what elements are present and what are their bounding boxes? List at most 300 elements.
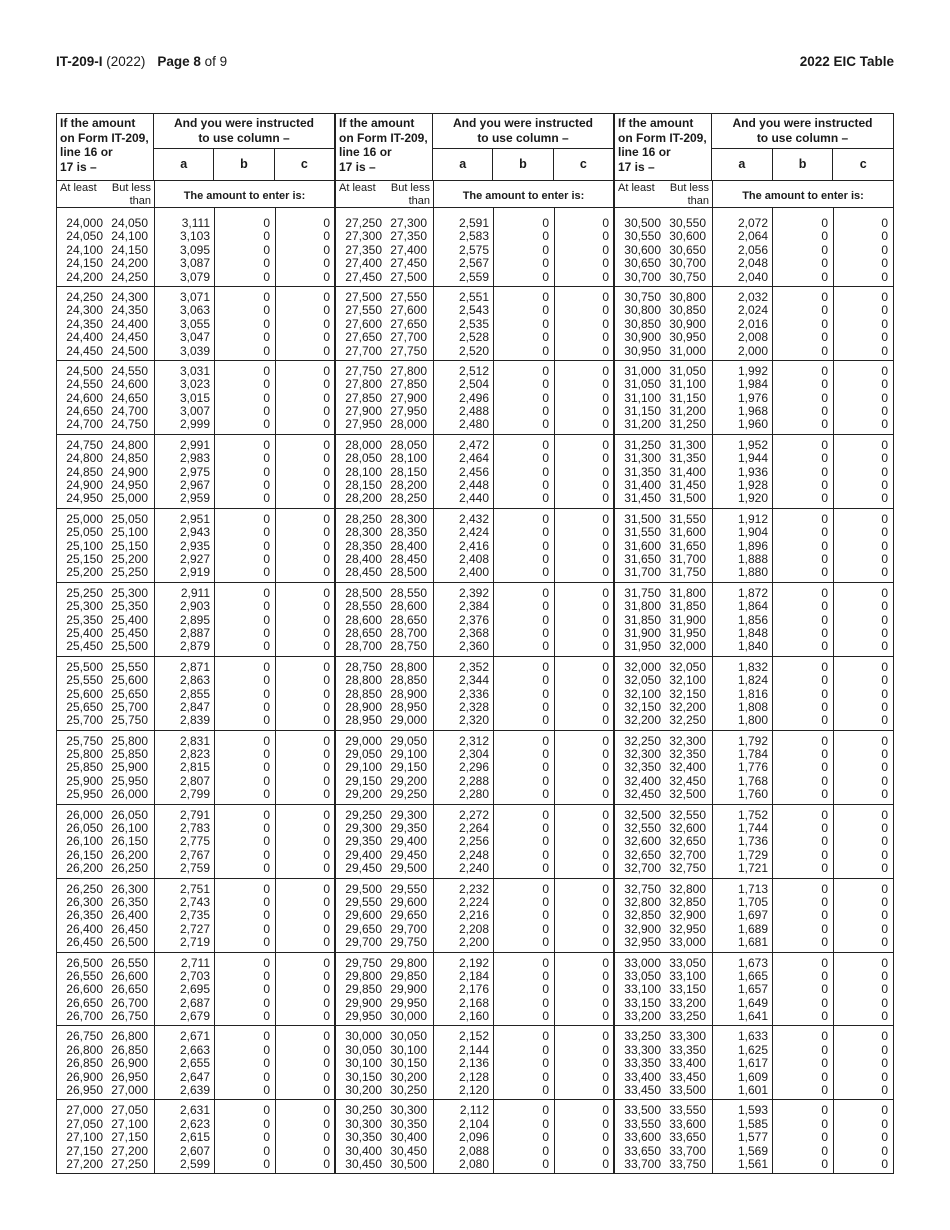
row-group <box>336 1026 613 1100</box>
column-b-cell: 0 <box>542 921 549 936</box>
but-less-than-cell: 30,650 <box>669 242 706 257</box>
but-less-than-cell: 30,750 <box>669 269 706 284</box>
column-a-cell: 2,663 <box>179 1042 210 1057</box>
column-b-cell: 0 <box>821 437 828 452</box>
column-a-cell: 2,336 <box>458 686 489 701</box>
column-a-cell: 2,392 <box>458 585 489 600</box>
but-less-than-cell: 30,300 <box>390 1103 427 1118</box>
at-least-cell: 30,550 <box>624 229 661 244</box>
table-row <box>57 304 334 317</box>
table-row <box>615 418 893 431</box>
row-group <box>57 361 334 435</box>
column-b-cell: 0 <box>263 491 270 506</box>
table-row <box>57 627 334 640</box>
column-a-cell: 2,839 <box>179 713 210 728</box>
column-b-cell: 0 <box>542 639 549 654</box>
column-a-cell: 3,071 <box>179 289 210 304</box>
column-a-cell: 1,856 <box>737 612 768 627</box>
column-b-cell: 0 <box>821 330 828 345</box>
table-row <box>57 997 334 1010</box>
at-least-cell: 26,150 <box>66 847 103 862</box>
column-a-cell: 2,855 <box>179 686 210 701</box>
but-less-than-cell: 27,750 <box>390 343 427 358</box>
if-amount-header: If the amount on Form IT-209, line 16 or 17 is – <box>336 114 433 180</box>
at-least-cell: 29,900 <box>345 995 382 1010</box>
column-c-cell: 0 <box>323 659 330 674</box>
column-b-cell: 0 <box>542 242 549 257</box>
but-less-than-cell: 29,600 <box>390 894 427 909</box>
but-less-than-cell: 32,050 <box>669 659 706 674</box>
column-b-cell: 0 <box>542 968 549 983</box>
column-b-cell: 0 <box>542 585 549 600</box>
at-least-cell: 24,800 <box>66 451 103 466</box>
but-less-than-cell: 33,350 <box>669 1042 706 1057</box>
but-less-than-cell: 26,600 <box>111 968 148 983</box>
but-less-than-cell: 25,500 <box>111 639 148 654</box>
column-c-cell: 0 <box>323 982 330 997</box>
column-a-cell: 2,016 <box>737 316 768 331</box>
column-a-cell: 1,888 <box>737 551 768 566</box>
at-least-cell: 27,600 <box>345 316 382 331</box>
column-c-cell: 0 <box>881 242 888 257</box>
column-b-cell: 0 <box>821 478 828 493</box>
but-less-than-cell: 29,850 <box>390 968 427 983</box>
column-c-cell: 0 <box>323 733 330 748</box>
but-less-than-cell: 24,900 <box>111 464 148 479</box>
at-least-cell: 30,000 <box>345 1029 382 1044</box>
table-row <box>615 835 893 848</box>
column-c-cell: 0 <box>602 861 609 876</box>
but-less-than-label: But less than <box>669 182 709 207</box>
at-least-cell: 27,150 <box>66 1143 103 1158</box>
table-panel-1 <box>57 114 336 1173</box>
column-divider <box>154 208 155 1173</box>
column-c-cell: 0 <box>881 935 888 950</box>
column-a-cell: 2,799 <box>179 787 210 802</box>
table-row <box>57 862 334 875</box>
at-least-cell: 32,300 <box>624 747 661 762</box>
but-less-than-cell: 33,650 <box>669 1130 706 1145</box>
but-less-than-cell: 29,000 <box>390 713 427 728</box>
column-c-cell: 0 <box>323 747 330 762</box>
but-less-than-cell: 27,450 <box>390 256 427 271</box>
column-a-cell: 2,064 <box>737 229 768 244</box>
but-less-than-cell: 28,050 <box>390 437 427 452</box>
at-least-cell: 29,200 <box>345 787 382 802</box>
but-less-than-cell: 28,700 <box>390 625 427 640</box>
column-a-cell: 2,080 <box>458 1157 489 1171</box>
but-less-than-cell: 29,350 <box>390 821 427 836</box>
at-least-cell: 28,500 <box>345 585 382 600</box>
column-b-cell: 0 <box>821 639 828 654</box>
column-a-cell: 1,665 <box>737 968 768 983</box>
but-less-than-cell: 26,950 <box>111 1069 148 1084</box>
column-c-cell: 0 <box>881 908 888 923</box>
column-a-cell: 3,039 <box>179 343 210 358</box>
at-least-cell: 30,250 <box>345 1103 382 1118</box>
column-c-cell: 0 <box>323 760 330 775</box>
column-b-cell: 0 <box>542 464 549 479</box>
column-b-cell: 0 <box>263 659 270 674</box>
column-a-cell: 2,288 <box>458 773 489 788</box>
table-row <box>615 761 893 774</box>
table-row <box>336 1071 613 1084</box>
column-b-cell: 0 <box>263 612 270 627</box>
but-less-than-cell: 24,500 <box>111 343 148 358</box>
but-less-than-cell: 25,900 <box>111 760 148 775</box>
but-less-than-cell: 28,550 <box>390 585 427 600</box>
column-a-cell: 2,623 <box>179 1116 210 1131</box>
column-c-cell: 0 <box>323 625 330 640</box>
table-row <box>336 1030 613 1043</box>
but-less-than-cell: 26,850 <box>111 1042 148 1057</box>
table-row <box>615 540 893 553</box>
at-least-cell: 31,650 <box>624 551 661 566</box>
column-c-cell: 0 <box>323 881 330 896</box>
at-least-cell: 31,550 <box>624 525 661 540</box>
column-c-cell: 0 <box>881 229 888 244</box>
column-c-cell: 0 <box>602 847 609 862</box>
column-b-cell: 0 <box>263 390 270 405</box>
column-b-cell: 0 <box>821 834 828 849</box>
column-c-cell: 0 <box>602 1069 609 1084</box>
at-least-cell: 29,400 <box>345 847 382 862</box>
table-row <box>336 714 613 727</box>
column-b-cell: 0 <box>263 599 270 614</box>
column-b-cell: 0 <box>821 417 828 432</box>
column-b-cell: 0 <box>263 538 270 553</box>
column-b-cell: 0 <box>542 995 549 1010</box>
at-least-cell: 27,300 <box>345 229 382 244</box>
row-group <box>615 805 893 879</box>
table-row <box>57 439 334 452</box>
column-c-cell: 0 <box>602 316 609 331</box>
column-c-cell: 0 <box>602 612 609 627</box>
table-row <box>57 217 334 230</box>
column-c-cell: 0 <box>602 659 609 674</box>
column-c-cell: 0 <box>323 330 330 345</box>
but-less-than-cell: 33,100 <box>669 968 706 983</box>
at-least-cell: 32,050 <box>624 673 661 688</box>
column-c-cell: 0 <box>323 464 330 479</box>
column-c-cell: 0 <box>881 1056 888 1071</box>
column-c-cell: 0 <box>881 1042 888 1057</box>
at-least-cell: 27,900 <box>345 404 382 419</box>
but-less-than-cell: 26,300 <box>111 881 148 896</box>
column-b-cell: 0 <box>263 216 270 230</box>
column-b-cell: 0 <box>263 242 270 257</box>
at-least-cell: 30,500 <box>624 216 661 230</box>
table-row <box>336 735 613 748</box>
table-row <box>57 896 334 909</box>
table-row <box>615 661 893 674</box>
column-c-cell: 0 <box>323 847 330 862</box>
row-group <box>57 287 334 361</box>
page-of: of 9 <box>204 54 228 69</box>
but-less-than-cell: 28,850 <box>390 673 427 688</box>
column-a-cell: 2,136 <box>458 1056 489 1071</box>
table-row <box>57 479 334 492</box>
column-c-cell: 0 <box>602 565 609 580</box>
column-a-cell: 2,488 <box>458 404 489 419</box>
at-least-cell: 30,050 <box>345 1042 382 1057</box>
column-c-cell: 0 <box>602 995 609 1010</box>
column-a-cell: 1,880 <box>737 565 768 580</box>
column-c-cell: 0 <box>881 995 888 1010</box>
column-b-cell: 0 <box>263 760 270 775</box>
column-c-cell: 0 <box>881 787 888 802</box>
column-a-cell: 2,440 <box>458 491 489 506</box>
but-less-than-cell: 26,250 <box>111 861 148 876</box>
table-row <box>615 748 893 761</box>
column-b-cell: 0 <box>263 551 270 566</box>
at-least-cell: 25,350 <box>66 612 103 627</box>
table-row <box>615 957 893 970</box>
column-a-cell: 2,719 <box>179 935 210 950</box>
at-least-cell: 25,900 <box>66 773 103 788</box>
column-a-cell: 2,304 <box>458 747 489 762</box>
column-c-cell: 0 <box>323 1029 330 1044</box>
column-c-cell: 0 <box>881 538 888 553</box>
column-c-cell: 0 <box>602 1083 609 1098</box>
column-a-cell: 2,472 <box>458 437 489 452</box>
but-less-than-cell: 29,400 <box>390 834 427 849</box>
column-c-cell: 0 <box>881 1116 888 1131</box>
column-c-cell: 0 <box>881 639 888 654</box>
table-row <box>57 271 334 284</box>
column-c-cell: 0 <box>323 289 330 304</box>
at-least-cell: 32,900 <box>624 921 661 936</box>
table-row <box>615 1084 893 1097</box>
table-row <box>615 627 893 640</box>
column-a-cell: 2,264 <box>458 821 489 836</box>
column-a-cell: 1,904 <box>737 525 768 540</box>
column-a-cell: 1,976 <box>737 390 768 405</box>
column-c-cell: 0 <box>323 894 330 909</box>
column-b-cell: 0 <box>263 807 270 822</box>
column-a-cell: 1,681 <box>737 935 768 950</box>
column-a-cell: 2,048 <box>737 256 768 271</box>
but-less-than-cell: 25,200 <box>111 551 148 566</box>
table-row <box>336 1131 613 1144</box>
column-b-cell: 0 <box>263 921 270 936</box>
row-group <box>615 287 893 361</box>
column-a-cell: 3,047 <box>179 330 210 345</box>
table-row <box>615 466 893 479</box>
column-a-cell: 2,128 <box>458 1069 489 1084</box>
but-less-than-cell: 24,400 <box>111 316 148 331</box>
table-row <box>336 1118 613 1131</box>
table-row <box>336 809 613 822</box>
table-row <box>336 849 613 862</box>
at-least-cell: 24,150 <box>66 256 103 271</box>
but-less-than-cell: 32,700 <box>669 847 706 862</box>
at-least-cell: 32,150 <box>624 699 661 714</box>
at-least-cell: 26,600 <box>66 982 103 997</box>
column-c-cell: 0 <box>881 343 888 358</box>
table-row <box>615 614 893 627</box>
page-title: 2022 EIC Table <box>799 54 894 69</box>
table-row <box>615 849 893 862</box>
table-row <box>615 640 893 653</box>
column-a-cell: 1,992 <box>737 363 768 378</box>
column-c-cell: 0 <box>602 330 609 345</box>
row-group <box>615 583 893 657</box>
column-a-cell: 1,968 <box>737 404 768 419</box>
but-less-than-cell: 31,250 <box>669 417 706 432</box>
at-least-cell: 31,600 <box>624 538 661 553</box>
column-c-cell: 0 <box>602 242 609 257</box>
row-group <box>57 657 334 731</box>
column-c-cell: 0 <box>881 525 888 540</box>
table-row <box>57 291 334 304</box>
column-c-cell: 0 <box>881 390 888 405</box>
column-c-cell: 0 <box>881 1029 888 1044</box>
column-a-cell: 1,729 <box>737 847 768 862</box>
at-least-cell: 32,600 <box>624 834 661 849</box>
column-a-cell: 2,951 <box>179 511 210 526</box>
at-least-cell: 25,550 <box>66 673 103 688</box>
column-c-cell: 0 <box>881 363 888 378</box>
column-b-cell: 0 <box>821 673 828 688</box>
column-b-cell: 0 <box>542 894 549 909</box>
column-c-cell: 0 <box>323 242 330 257</box>
but-less-than-cell: 26,200 <box>111 847 148 862</box>
column-b-cell: 0 <box>821 585 828 600</box>
column-b-cell: 0 <box>263 1143 270 1158</box>
column-a-cell: 2,312 <box>458 733 489 748</box>
table-row <box>615 809 893 822</box>
column-c-cell: 0 <box>602 377 609 392</box>
but-less-than-cell: 24,650 <box>111 390 148 405</box>
but-less-than-cell: 31,400 <box>669 464 706 479</box>
column-a-cell: 2,543 <box>458 303 489 318</box>
column-a-cell: 2,687 <box>179 995 210 1010</box>
at-least-cell: 26,800 <box>66 1042 103 1057</box>
column-b-cell: 0 <box>542 377 549 392</box>
column-b-cell: 0 <box>821 699 828 714</box>
at-least-cell: 28,000 <box>345 437 382 452</box>
but-less-than-cell: 31,000 <box>669 343 706 358</box>
at-least-cell: 25,750 <box>66 733 103 748</box>
table-row <box>615 365 893 378</box>
table-row <box>57 923 334 936</box>
table-row <box>615 1044 893 1057</box>
column-a-cell: 2,448 <box>458 478 489 493</box>
column-b-cell: 0 <box>263 437 270 452</box>
column-b-cell: 0 <box>263 377 270 392</box>
but-less-than-cell: 32,750 <box>669 861 706 876</box>
at-least-cell: 32,100 <box>624 686 661 701</box>
column-c-cell: 0 <box>602 733 609 748</box>
table-row <box>615 439 893 452</box>
but-less-than-cell: 31,300 <box>669 437 706 452</box>
table-row <box>57 688 334 701</box>
column-a-cell: 2,416 <box>458 538 489 553</box>
column-c-cell: 0 <box>323 955 330 970</box>
table-row <box>615 822 893 835</box>
but-less-than-cell: 29,300 <box>390 807 427 822</box>
column-a-cell: 3,015 <box>179 390 210 405</box>
column-b-cell: 0 <box>542 733 549 748</box>
column-b-cell: 0 <box>263 847 270 862</box>
column-b-cell: 0 <box>542 612 549 627</box>
column-a-cell: 3,055 <box>179 316 210 331</box>
at-least-cell: 26,500 <box>66 955 103 970</box>
column-divider <box>214 208 215 1173</box>
column-c-cell: 0 <box>602 437 609 452</box>
column-c-cell: 0 <box>881 847 888 862</box>
column-a-cell: 2,887 <box>179 625 210 640</box>
table-row <box>615 1010 893 1023</box>
but-less-than-cell: 31,200 <box>669 404 706 419</box>
but-less-than-cell: 27,600 <box>390 303 427 318</box>
column-b-cell: 0 <box>542 330 549 345</box>
column-b-cell: 0 <box>263 451 270 466</box>
at-least-cell: 33,400 <box>624 1069 661 1084</box>
but-less-than-cell: 29,050 <box>390 733 427 748</box>
column-b-cell: 0 <box>263 713 270 728</box>
column-c-cell: 0 <box>602 955 609 970</box>
column-a-cell: 2,344 <box>458 673 489 688</box>
but-less-than-cell: 31,700 <box>669 551 706 566</box>
at-least-cell: 31,000 <box>624 363 661 378</box>
column-b-cell: 0 <box>821 1083 828 1098</box>
at-least-cell: 24,100 <box>66 242 103 257</box>
table-row <box>336 271 613 284</box>
at-least-cell: 28,600 <box>345 612 382 627</box>
at-least-cell: 24,250 <box>66 289 103 304</box>
but-less-than-cell: 30,600 <box>669 229 706 244</box>
table-row <box>336 1084 613 1097</box>
column-divider <box>275 208 276 1173</box>
column-a-cell: 2,983 <box>179 451 210 466</box>
but-less-than-cell: 24,800 <box>111 437 148 452</box>
table-row <box>336 418 613 431</box>
column-a-cell: 1,641 <box>737 1009 768 1024</box>
table-row <box>336 553 613 566</box>
but-less-than-cell: 32,400 <box>669 760 706 775</box>
column-a-cell: 2,480 <box>458 417 489 432</box>
but-less-than-cell: 32,850 <box>669 894 706 909</box>
but-less-than-cell: 28,150 <box>390 464 427 479</box>
at-least-cell: 30,200 <box>345 1083 382 1098</box>
column-a-cell: 1,800 <box>737 713 768 728</box>
at-least-cell: 27,650 <box>345 330 382 345</box>
column-b-cell: 0 <box>821 1130 828 1145</box>
column-b-cell: 0 <box>821 377 828 392</box>
column-a-cell: 2,767 <box>179 847 210 862</box>
but-less-than-cell: 29,100 <box>390 747 427 762</box>
column-b-cell: 0 <box>821 363 828 378</box>
at-least-cell: 26,200 <box>66 861 103 876</box>
row-group <box>336 1100 613 1173</box>
table-row <box>57 566 334 579</box>
at-least-cell: 31,400 <box>624 478 661 493</box>
column-b-cell: 0 <box>263 908 270 923</box>
column-b-cell: 0 <box>821 908 828 923</box>
column-b-cell: 0 <box>263 1103 270 1118</box>
column-b-cell: 0 <box>263 982 270 997</box>
table-row <box>615 701 893 714</box>
column-a-cell: 2,424 <box>458 525 489 540</box>
table-row <box>336 304 613 317</box>
table-row <box>615 1118 893 1131</box>
at-least-cell: 32,700 <box>624 861 661 876</box>
column-c-cell: 0 <box>323 1157 330 1171</box>
at-least-cell: 33,700 <box>624 1157 661 1171</box>
column-c-cell: 0 <box>323 639 330 654</box>
